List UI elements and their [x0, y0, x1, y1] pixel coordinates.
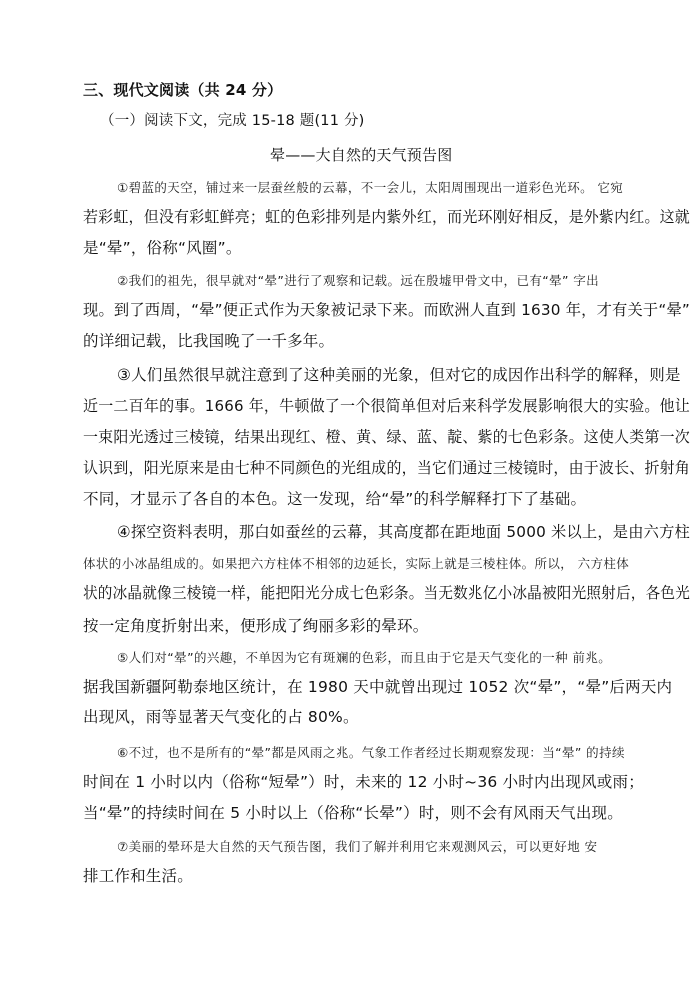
paragraph-7-line-1: ⑦美丽的晕环是大自然的天气预告图，我们了解并利用它来观测风云，可以更好地 安: [117, 839, 598, 854]
paragraph-3-line-3: 一束阳光透过三棱镜，结果出现红、橙、黄、绿、蓝、靛、紫的七色彩条。这使人类第一次: [83, 428, 690, 446]
paragraph-5-line-1: ⑤人们对“晕”的兴趣，不单因为它有斑斓的色彩，而且由于它是天气变化的一种 前兆。: [117, 650, 612, 665]
section-heading: 三、现代文阅读（共 24 分）: [83, 81, 283, 99]
paragraph-1-line-1: ①碧蓝的天空，铺过来一层蚕丝般的云幕，不一会儿，太阳周围现出一道彩色光环。 它宛: [117, 180, 624, 195]
paragraph-6-line-2: 时间在 1 小时以内（俗称“短晕”）时，未来的 12 小时~36 小时内出现风或雨；: [83, 773, 644, 791]
question-intro: （一）阅读下文，完成 15-18 题(11 分): [100, 113, 365, 129]
paragraph-4-line-3: 状的冰晶就像三棱镜一样，能把阳光分成七色彩条。当无数兆亿小冰晶被阳光照射后，各色光: [83, 584, 691, 602]
paragraph-2-line-3: 的详细记载，比我国晚了一千多年。: [83, 332, 335, 350]
paragraph-6-line-1: ⑥不过，也不是所有的“晕”都是风雨之兆。气象工作者经过长期观察发现：当“晕” 的持续: [117, 745, 625, 760]
paragraph-5-line-3: 出现风，雨等显著天气变化的占 80%。: [83, 708, 359, 726]
paragraph-2-line-2: 现。到了西周，“晕”便正式作为天象被记录下来。而欧洲人直到 1630 年，才有关于“晕”: [83, 301, 690, 319]
paragraph-4-line-4: 按一定角度折射出来，便形成了绚丽多彩的晕环。: [83, 617, 429, 635]
paragraph-4-line-2: 体状的小冰晶组成的。如果把六方柱体不相邻的边延长，实际上就是三棱柱体。所以， 六方柱体: [83, 556, 630, 571]
paragraph-5-line-2: 据我国新疆阿勒泰地区统计，在 1980 天中就曾出现过 1052 次“晕”，“晕”后两天内: [83, 678, 673, 696]
paragraph-3-line-4: 认识到，阳光原来是由七种不同颜色的光组成的，当它们通过三棱镜时，由于波长、折射角: [83, 459, 690, 477]
article-title: 晕——大自然的天气预告图: [270, 146, 453, 164]
paragraph-7-line-2: 排工作和生活。: [83, 867, 193, 885]
paragraph-1-line-2: 若彩虹，但没有彩虹鲜亮；虹的色彩排列是内紫外红，而光环刚好相反，是外紫内红。这就: [83, 208, 690, 226]
paragraph-6-line-3: 当“晕”的持续时间在 5 小时以上（俗称“长晕”）时，则不会有风雨天气出现。: [83, 804, 623, 822]
paragraph-3-line-1: ③人们虽然很早就注意到了这种美丽的光象，但对它的成因作出科学的解释，则是: [117, 366, 681, 384]
paragraph-1-line-3: 是“晕”，俗称“风圈”。: [83, 239, 242, 257]
paragraph-3-line-5: 不同，才显示了各自的本色。这一发现，给“晕”的科学解释打下了基础。: [83, 490, 587, 508]
paragraph-2-line-1: ②我们的祖先，很早就对“晕”进行了观察和记载。远在殷墟甲骨文中，已有“晕” 字出: [117, 273, 600, 288]
paragraph-3-line-2: 近一二百年的事。1666 年，牛顿做了一个很简单但对后来科学发展影响很大的实验。他让: [83, 397, 690, 415]
paragraph-4-line-1: ④探空资料表明，那白如蚕丝的云幕，其高度都在距地面 5000 米以上，是由六方柱: [117, 523, 690, 541]
